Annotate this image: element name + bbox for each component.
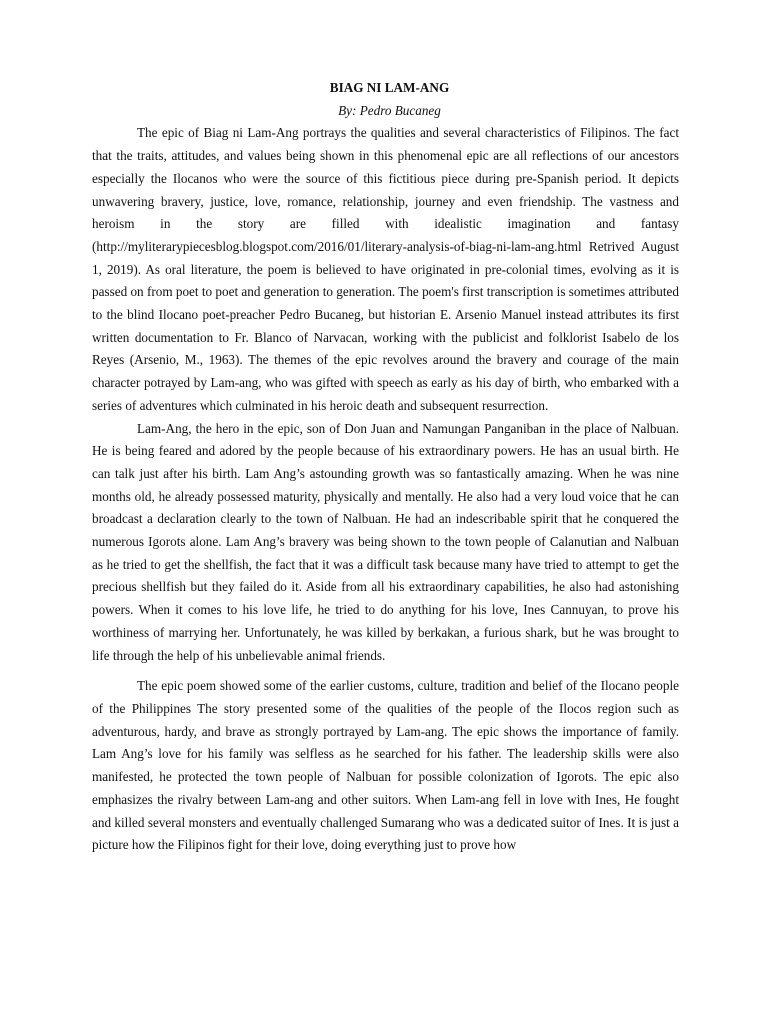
paragraph-culture: The epic poem showed some of the earlier customs, culture, tradition and belief of the Ilocano people of the Philippines The story presented some of the qualities of the people of the Ilocos region such as adventurous, hardy, and brave as strongly portrayed by Lam-ang. The epic shows the importance of family. Lam Ang’s love for his family was selfless as he searched for his father. The leadership skills were also manifested, he protected the town people of Nalbuan for possible colonization of Igorots. The epic also emphasizes the rivalry between Lam-ang and other suitors. When Lam-ang fell in love with Ines, He fought and killed several monsters and eventually challenged Sumarang who was a dedicated suitor of Ines. It is just a picture how the Filipinos fight for their love, doing everything just to prove how <box>92 678 679 853</box>
document-author: By: Pedro Bucaneg <box>338 102 441 118</box>
paragraph-hero: Lam-Ang, the hero in the epic, son of Don Juan and Namungan Panganiban in the place of Nalbuan. He is being feared and adored by the people because of his extraordinary powers. He has an usual birth. He can talk just after his birth. Lam Ang’s astounding growth was so fantastically amazing. When he was nine months old, he already possessed maturity, physically and mentally. He also had a very loud voice that he can broadcast a declaration clearly to the town of Nalbuan. He had an indescribable spirit that he conquered the numerous Igorots alone. Lam Ang’s bravery was being shown to the town people of Calanutian and Nalbuan as he tried to get the shellfish, the fact that it was a difficult task because many have tried to attempt to get the precious shellfish but they failed do it. Aside from all his extraordinary capabilities, he also had astonishing powers. When it comes to his love life, he tried to do anything for his love, Ines Cannuyan, to prove his worthiness of marrying her. Unfortunately, he was killed by berkakan, a furious shark, but he was brought to life through the help of his unbelievable animal friends. <box>92 420 679 663</box>
paragraph-intro: The epic of Biag ni Lam-Ang portrays the qualities and several characteristics of Filipinos. The fact that the traits, attitudes, and values being shown in this phenomenal epic are all reflections of our ancestors especially the Ilocanos who were the source of this fictitious piece during pre-Spanish period. It depicts unwavering bravery, justice, love, romance, relationship, journey and even friendship. The vastness and heroism in the story are filled with idealistic imagination and fantasy (http://myliterarypiecesblog.blogspot.com/2016/01/literary-analysis-of-biag-ni-lam-ang.html Retrived August 1, 2019). As oral literature, the poem is believed to have originated in pre-colonial times, evolving as it is passed on from poet to poet and generation to generation. The poem's first transcription is sometimes attributed to the blind Ilocano poet-preacher Pedro Bucaneg, but historian E. Arsenio Manuel instead attributes its first written documentation to Fr. Blanco of Narvacan, working with the publicist and folklorist Isabelo de los Reyes (Arsenio, M., 1963). The themes of the epic revolves around the bravery and courage of the main character potrayed by Lam-ang, who was gifted with speech as early as his day of birth, who embarked with a series of adventures which culminated in his heroic death and subsequent resurrection. <box>92 125 680 413</box>
document-body <box>92 77 679 857</box>
document-title: BIAG NI LAM-ANG <box>329 80 450 95</box>
